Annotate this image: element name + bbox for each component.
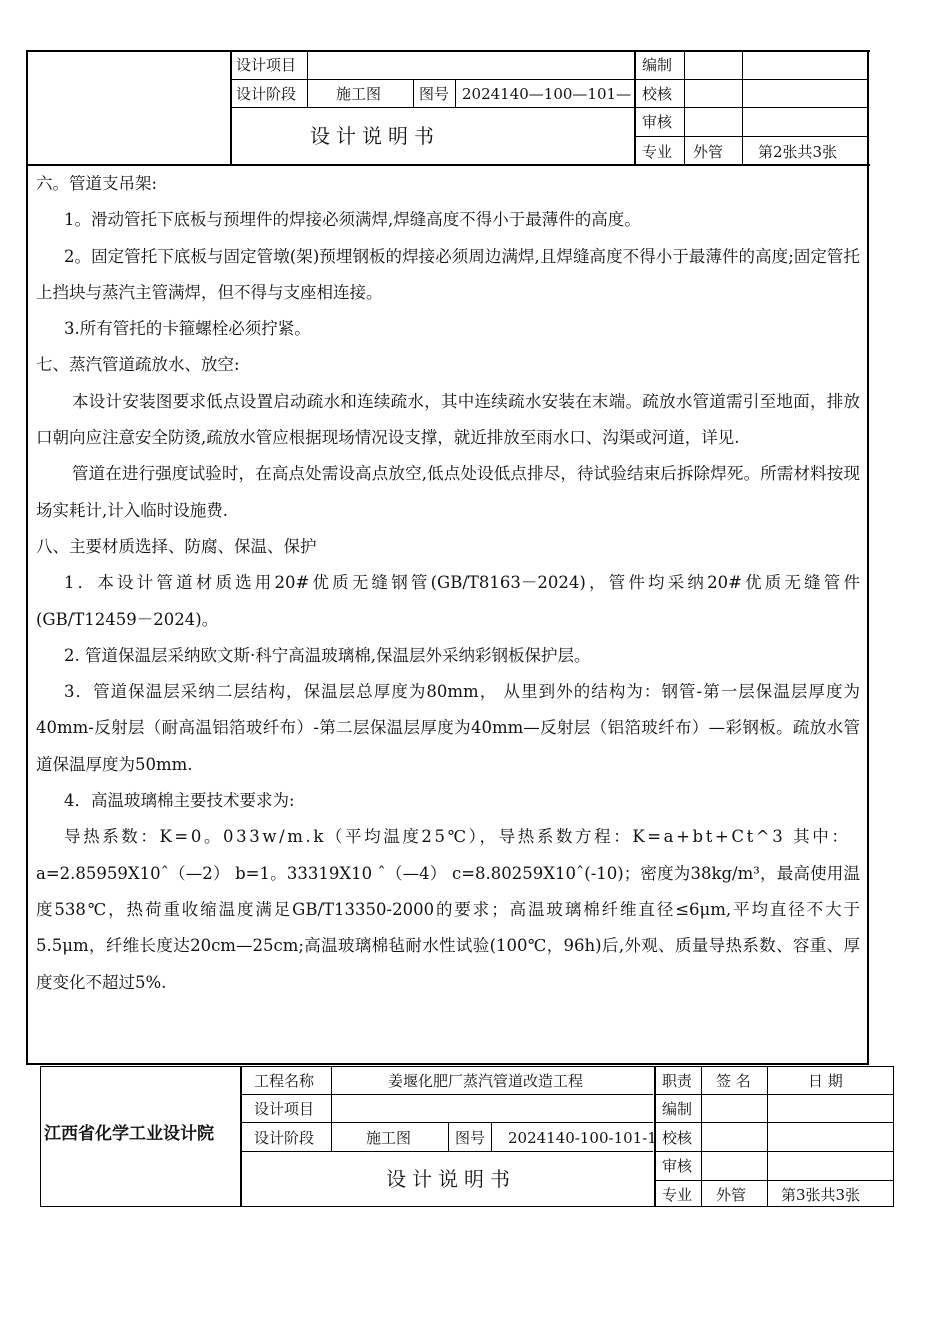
drawing-no-label: 图号: [455, 1129, 486, 1147]
design-item-label: 设计项目: [254, 1100, 315, 1118]
section-7-title: 七、蒸汽管道疏放水、放空:: [36, 355, 240, 375]
section-6-item-1: 1。滑动管托下底板与预埋件的焊接必须满焊,焊缝高度不得小于最薄件的高度。: [64, 210, 641, 230]
section-6-title: 六。管道支吊架:: [36, 174, 158, 193]
sign-label: 签 名: [716, 1072, 751, 1090]
section-8-item-2: 2. 管道保温层采纳欧文斯·科宁高温玻璃棉,保温层外采纳彩钢板保护层。: [64, 645, 591, 665]
section-6-item-2: 2。固定管托下底板与固定管墩(架)预埋钢板的焊接必须周边满焊,且焊缝高度不得小于最薄件的高度;固定管托上挡块与蒸汽主管满焊，但不得与支座相连接。: [36, 246, 860, 302]
drawing-no-label: 图号: [419, 85, 450, 103]
design-notes-body: [36, 166, 860, 1001]
section-6-item-3: 3.所有管托的卡箍螺栓必须拧紧。: [64, 319, 311, 339]
check-label: 校核: [662, 1129, 693, 1147]
company-name: 江西省化学工业设计院: [44, 1124, 214, 1144]
design-stage-value: 施工图: [336, 85, 382, 103]
discipline-value: 外管: [716, 1186, 747, 1204]
drawing-no-value: 2024140—100—101—: [462, 85, 632, 103]
thermal-spec-para: a=2.85959X10ˆ（—2） b=1。33319X10 ˆ（—4） c=8.80259X10ˆ(-10)；密度为38kg/m³，最高使用温度538℃，热荷重收缩温度满足GB/T13350-2000的要求；高温玻璃棉纤维直径≤6μm,平均直径不大于5.5μm，纤维长度达20cm—25cm;高温玻璃棉毡耐水性试验(100℃，96h)后,外观、质量导热系数、容重、厚度变化不超过5%.: [36, 863, 860, 992]
discipline-label: 专业: [662, 1186, 693, 1204]
check-label: 校核: [642, 85, 673, 103]
project-name-label: 工程名称: [254, 1072, 315, 1090]
section-8-item-1: 1．本设计管道材质选用20#优质无缝钢管(GB/T8163－2024)，管件均采纳20#优质无缝管件(GB/T12459－2024)。: [36, 573, 860, 629]
date-label: 日 期: [808, 1072, 843, 1090]
discipline-label: 专业: [642, 143, 673, 161]
section-7-para-2: 管道在进行强度试验时，在高点处需设高点放空,低点处设低点排尽，待试验结束后拆除焊死。所需材料按现场实耗计,计入临时设施费.: [36, 464, 860, 520]
design-stage-value: 施工图: [366, 1129, 412, 1147]
discipline-value: 外管: [693, 143, 724, 161]
doc-title: 设计说明书: [386, 1167, 516, 1191]
review-label: 审核: [662, 1157, 693, 1175]
design-stage-label: 设计阶段: [236, 85, 297, 103]
compile-label: 编制: [662, 1100, 693, 1118]
drawing-no-value: 2024140-100-101-1: [508, 1129, 657, 1147]
doc-title: 设计说明书: [310, 124, 440, 148]
sheet-info: 第2张共3张: [758, 143, 838, 161]
section-7-para-1: 本设计安装图要求低点设置启动疏水和连续疏水，其中连续疏水安装在末端。疏放水管道需引至地面，排放口朝向应注意安全防烫,疏放水管应根据现场情况设支撑，就近排放至雨水口、沟渠或河道，详见.: [36, 391, 860, 448]
role-label: 职责: [662, 1072, 693, 1090]
design-item-label: 设计项目: [236, 56, 297, 74]
section-8-title: 八、主要材质选择、防腐、保温、保护: [36, 536, 317, 556]
section-8-item-4: 4．高温玻璃棉主要技术要求为:: [64, 791, 295, 811]
compile-label: 编制: [642, 56, 673, 74]
project-name-value: 姜堰化肥厂蒸汽管道改造工程: [388, 1072, 584, 1090]
design-stage-label: 设计阶段: [254, 1129, 315, 1147]
thermal-conductivity-line: 导热系数：K=0。033w/m.k（平均温度25℃），导热系数方程：K=a+bt+Ct^3 其中：: [64, 827, 851, 847]
sheet-info: 第3张共3张: [781, 1186, 861, 1204]
review-label: 审核: [642, 113, 673, 131]
section-8-item-3: 3．管道保温层采纳二层结构，保温层总厚度为80mm， 从里到外的结构为：钢管-第一层保温层厚度为40mm-反射层（耐高温铝箔玻纤布）-第二层保温层厚度为40mm—反射层（铝箔玻纤布）—彩钢板。疏放水管道保温厚度为50mm.: [36, 682, 860, 774]
